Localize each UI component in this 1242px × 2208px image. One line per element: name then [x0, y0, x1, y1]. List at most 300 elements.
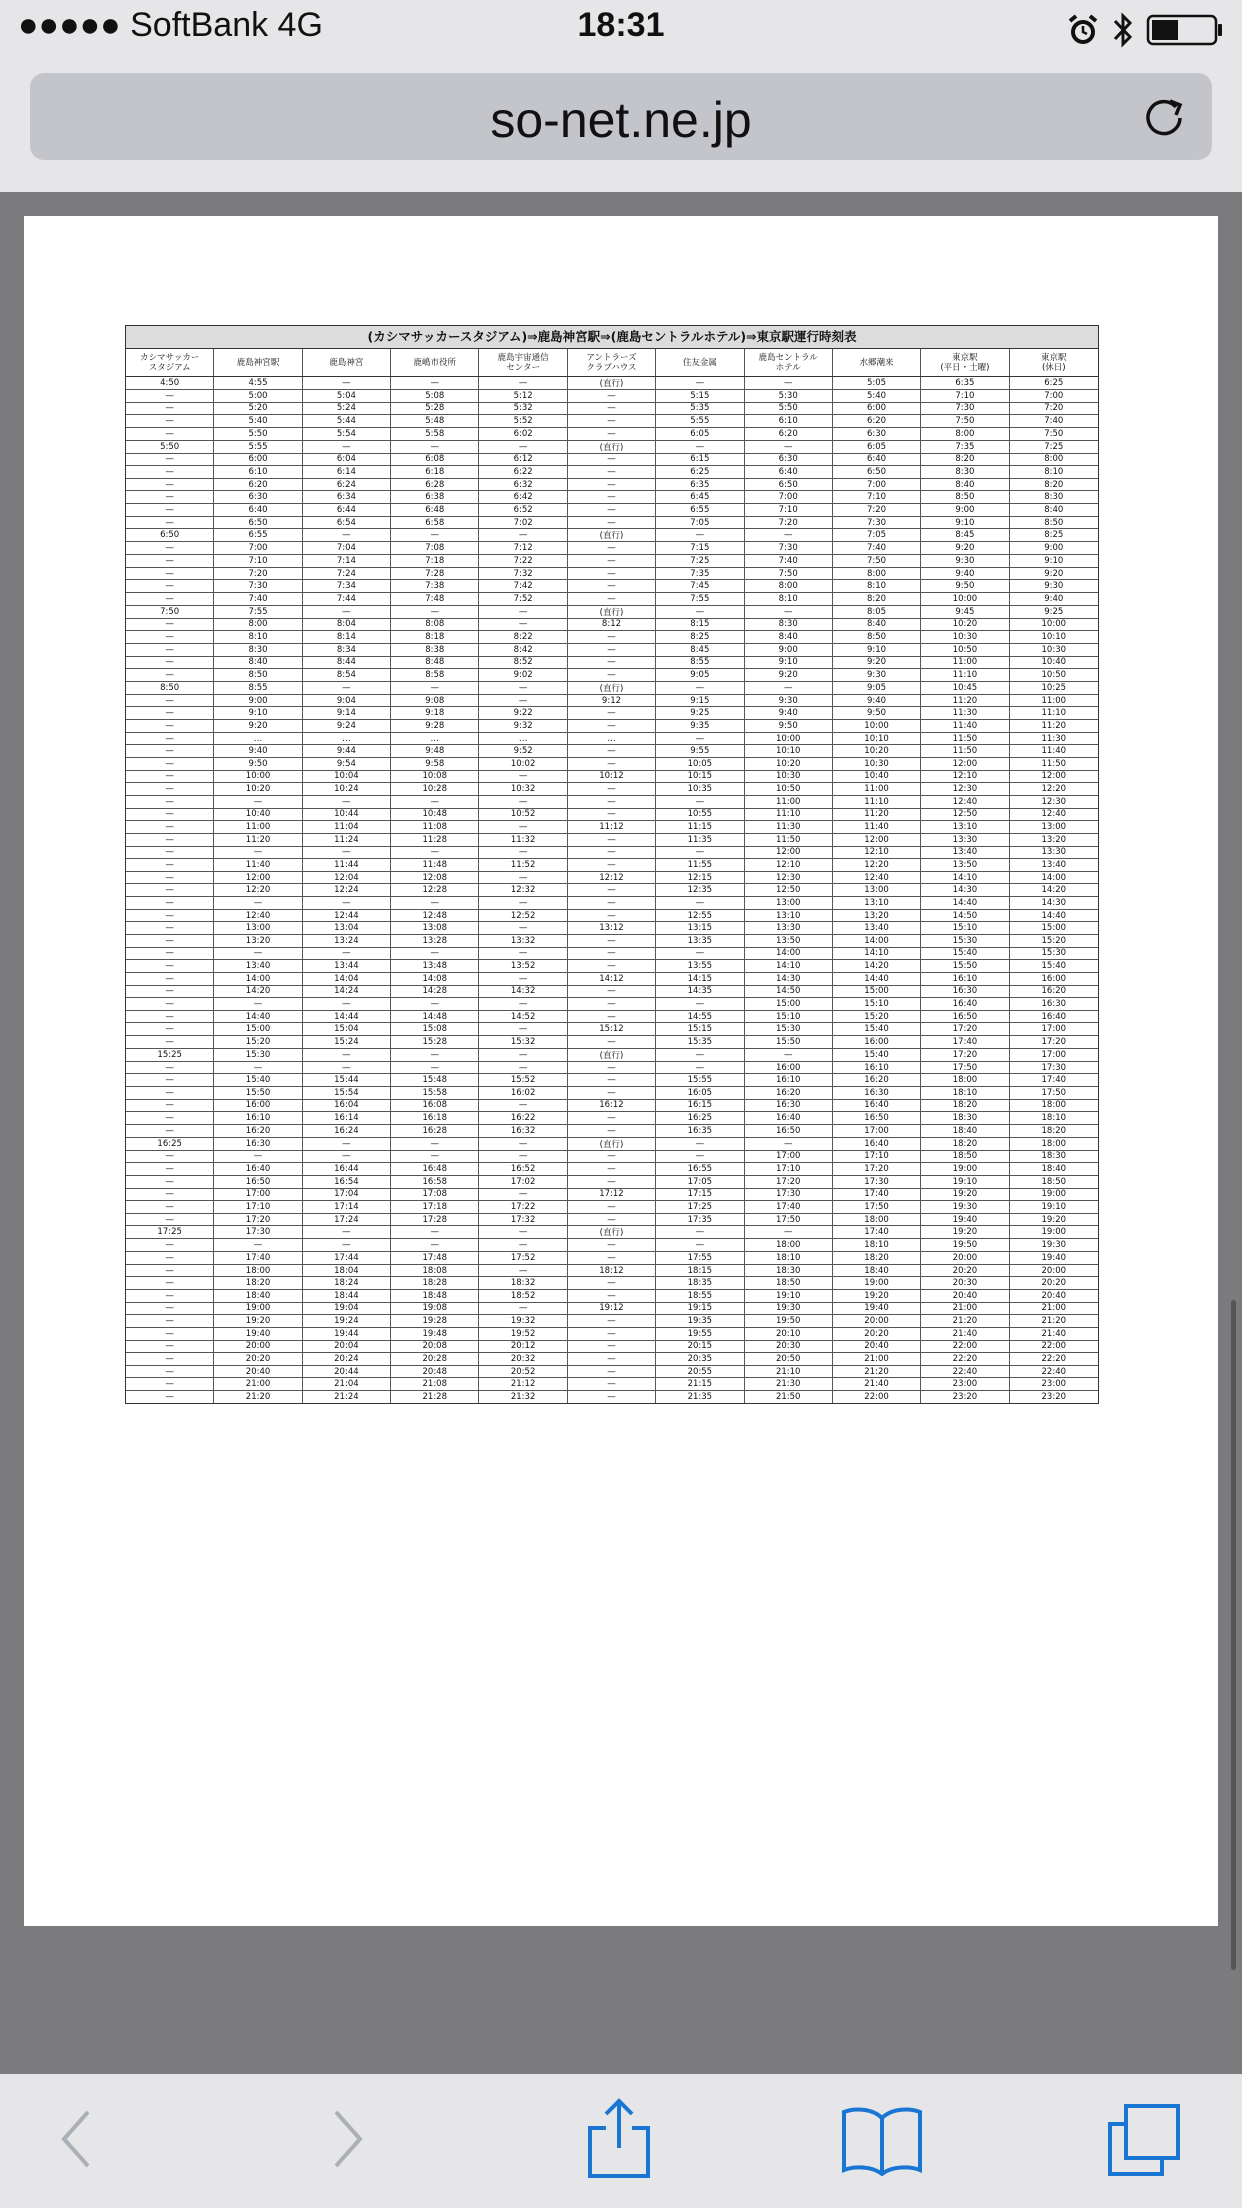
table-cell: — [126, 1391, 214, 1403]
table-cell: 18:08 [391, 1265, 479, 1277]
table-cell: 13:50 [921, 859, 1009, 871]
table-cell: 10:20 [745, 758, 833, 770]
table-cell: — [479, 1226, 567, 1238]
table-cell: 13:52 [479, 960, 567, 972]
table-cell: 14:24 [303, 986, 391, 998]
table-cell: — [656, 682, 744, 694]
table-cell: — [568, 542, 656, 554]
table-cell: 9:30 [1044, 581, 1064, 592]
table-cell: 6:22 [479, 466, 567, 478]
table-cell: 17:30 [833, 1176, 921, 1188]
table-cell: (直行) [568, 1049, 656, 1061]
table-cell: 7:40 [833, 542, 921, 554]
table-cell: — [568, 809, 656, 821]
table-cell: — [126, 454, 214, 466]
table-cell: 8:14 [303, 631, 391, 643]
table-row [126, 948, 1098, 961]
table-cell: 8:15 [656, 619, 744, 631]
table-cell: 11:48 [391, 859, 479, 871]
table-row [126, 631, 1098, 644]
table-cell: 9:10 [214, 707, 302, 719]
table-cell: 17:20 [833, 1163, 921, 1175]
table-cell: 14:35 [656, 986, 744, 998]
table-cell: 7:50 [1044, 428, 1064, 439]
scrollbar[interactable] [1231, 1300, 1236, 1970]
table-cell: 19:00 [833, 1277, 921, 1289]
table-cell: 16:22 [479, 1112, 567, 1124]
table-cell: — [303, 606, 391, 618]
table-cell: — [479, 973, 567, 985]
table-cell: — [479, 1303, 567, 1315]
table-cell: 10:12 [568, 771, 656, 783]
table-cell: 19:55 [656, 1328, 744, 1340]
table-cell: — [391, 1151, 479, 1163]
alarm-icon [1066, 13, 1100, 47]
table-cell: 6:50 [745, 479, 833, 491]
table-cell: 17:32 [479, 1214, 567, 1226]
table-cell: — [568, 986, 656, 998]
table-cell: — [568, 644, 656, 656]
table-cell: 11:50 [921, 745, 1009, 757]
table-cell: — [656, 1151, 744, 1163]
table-cell: 15:35 [656, 1036, 744, 1048]
table-cell: 15:40 [921, 948, 1009, 960]
table-cell: — [126, 657, 214, 669]
table-cell: 9:15 [656, 695, 744, 707]
table-cell: 17:00 [214, 1189, 302, 1201]
table-cell: 17:50 [745, 1214, 833, 1226]
table-cell: 19:48 [391, 1328, 479, 1340]
table-cell: — [391, 897, 479, 909]
table-cell: — [126, 758, 214, 770]
table-cell: — [126, 973, 214, 985]
table-cell: 9:30 [921, 555, 1009, 567]
table-row [126, 415, 1098, 428]
table-cell: 9:22 [479, 707, 567, 719]
table-cell: 13:20 [1041, 834, 1067, 845]
table-cell: 14:30 [921, 884, 1009, 896]
table-cell: — [303, 1239, 391, 1251]
table-cell: 5:32 [479, 403, 567, 415]
table-cell: — [126, 695, 214, 707]
table-cell: — [568, 796, 656, 808]
forward-icon[interactable] [328, 2104, 368, 2174]
table-cell: 15:40 [833, 1049, 921, 1061]
table-cell: 10:35 [656, 783, 744, 795]
table-cell: 17:00 [1041, 1049, 1067, 1060]
table-cell: — [479, 847, 567, 859]
table-cell: 16:28 [391, 1125, 479, 1137]
table-cell: 17:20 [214, 1214, 302, 1226]
table-cell: 14:00 [1041, 872, 1067, 883]
table-cell: 17:02 [479, 1176, 567, 1188]
table-cell: 5:20 [214, 403, 302, 415]
table-cell: 13:48 [391, 960, 479, 972]
table-cell: 16:52 [479, 1163, 567, 1175]
table-cell: 19:12 [568, 1303, 656, 1315]
table-row [126, 745, 1098, 758]
table-cell: 15:00 [833, 986, 921, 998]
table-cell: 10:28 [391, 783, 479, 795]
table-cell: — [656, 529, 744, 541]
table-cell: 18:10 [745, 1252, 833, 1264]
table-cell: — [656, 796, 744, 808]
table-cell: — [126, 1265, 214, 1277]
table-cell: — [568, 479, 656, 491]
table-cell: — [126, 796, 214, 808]
table-cell: 9:52 [479, 745, 567, 757]
table-cell: 15:10 [833, 998, 921, 1010]
table-cell: — [568, 403, 656, 415]
table-row [126, 479, 1098, 492]
table-cell: 7:20 [833, 504, 921, 516]
table-cell: — [126, 1328, 214, 1340]
table-row [126, 1125, 1098, 1138]
table-cell: 10:00 [921, 593, 1009, 605]
table-row [126, 669, 1098, 682]
table-cell: 9:44 [303, 745, 391, 757]
table-cell: 11:20 [214, 834, 302, 846]
table-cell: 17:30 [214, 1226, 302, 1238]
table-cell: 10:25 [1041, 682, 1067, 693]
table-cell: 18:40 [1041, 1164, 1067, 1175]
browser-address-area [0, 60, 1242, 192]
table-cell: 9:00 [921, 504, 1009, 516]
table-cell: 7:20 [745, 517, 833, 529]
table-cell: 18:44 [303, 1290, 391, 1302]
table-cell: — [568, 390, 656, 402]
reload-icon[interactable] [1140, 92, 1188, 140]
table-cell: — [214, 1239, 302, 1251]
table-cell: — [568, 745, 656, 757]
table-cell: 8:50 [833, 631, 921, 643]
table-cell: 16:20 [1041, 986, 1067, 997]
table-cell: 20:44 [303, 1366, 391, 1378]
table-cell: 17:10 [833, 1151, 921, 1163]
table-cell: — [568, 1214, 656, 1226]
address-bar[interactable] [30, 73, 1212, 160]
table-cell: 7:08 [391, 542, 479, 554]
table-cell: — [391, 998, 479, 1010]
table-cell: 16:40 [1041, 1011, 1067, 1022]
table-cell: 7:30 [921, 403, 1009, 415]
table-cell: 21:20 [921, 1315, 1009, 1327]
table-cell: 17:10 [214, 1201, 302, 1213]
table-cell: 18:40 [833, 1265, 921, 1277]
table-cell: 8:34 [303, 644, 391, 656]
table-cell: … [568, 733, 656, 745]
table-cell: — [479, 606, 567, 618]
table-cell: 6:00 [833, 403, 921, 415]
table-cell: 19:20 [921, 1189, 1009, 1201]
table-cell: 6:35 [921, 377, 1009, 389]
table-cell: 6:25 [1044, 378, 1064, 388]
table-cell: — [126, 1036, 214, 1048]
table-cell: 6:38 [391, 491, 479, 503]
table-cell: — [126, 568, 214, 580]
table-row [126, 403, 1098, 416]
table-cell: — [391, 847, 479, 859]
table-cell: 19:20 [921, 1226, 1009, 1238]
table-cell: 17:15 [656, 1189, 744, 1201]
table-cell: 5:44 [303, 415, 391, 427]
table-cell: — [745, 682, 833, 694]
table-row [126, 847, 1098, 860]
table-row [126, 872, 1098, 885]
table-cell: 21:30 [745, 1378, 833, 1390]
table-cell: — [568, 834, 656, 846]
table-cell: … [303, 733, 391, 745]
table-cell: 15:30 [921, 935, 1009, 947]
table-cell: 8:00 [1044, 454, 1064, 465]
table-cell: 14:30 [745, 973, 833, 985]
table-cell: — [126, 1315, 214, 1327]
table-cell: — [479, 821, 567, 833]
table-row [126, 542, 1098, 555]
table-row [126, 935, 1098, 948]
table-cell: 6:18 [391, 466, 479, 478]
table-cell: 18:20 [833, 1252, 921, 1264]
table-cell: 13:10 [921, 821, 1009, 833]
table-cell: 16:00 [1041, 973, 1067, 984]
table-cell: 13:00 [214, 922, 302, 934]
table-row [126, 1391, 1098, 1403]
table-cell: — [656, 1062, 744, 1074]
table-row [126, 960, 1098, 973]
table-cell: 11:35 [656, 834, 744, 846]
table-cell: 20:00 [1041, 1265, 1067, 1276]
table-cell: 10:24 [303, 783, 391, 795]
table-cell: 17:35 [656, 1214, 744, 1226]
table-cell: 6:08 [391, 454, 479, 466]
table-cell: — [568, 897, 656, 909]
back-icon[interactable] [56, 2104, 96, 2174]
table-cell: 10:08 [391, 771, 479, 783]
table-cell: — [656, 1239, 744, 1251]
table-cell: 12:24 [303, 884, 391, 896]
table-cell: 16:00 [833, 1036, 921, 1048]
table-cell: 14:40 [1041, 910, 1067, 921]
table-cell: — [126, 504, 214, 516]
table-cell: … [479, 733, 567, 745]
table-cell: 9:10 [1044, 555, 1064, 566]
table-cell: 8:30 [745, 619, 833, 631]
table-cell: 12:04 [303, 872, 391, 884]
table-cell: 6:55 [214, 529, 302, 541]
table-cell: 11:50 [921, 733, 1009, 745]
table-cell: … [214, 733, 302, 745]
table-cell: 8:25 [656, 631, 744, 643]
bookmarks-icon[interactable] [840, 2104, 924, 2176]
table-cell: — [126, 960, 214, 972]
table-cell: 18:10 [1041, 1113, 1067, 1124]
table-cell: 18:00 [745, 1239, 833, 1251]
table-cell: 20:20 [214, 1353, 302, 1365]
table-cell: 6:30 [833, 428, 921, 440]
table-cell: 18:10 [921, 1087, 1009, 1099]
table-cell: 10:30 [833, 758, 921, 770]
table-cell: 17:00 [833, 1125, 921, 1137]
table-cell: 6:24 [303, 479, 391, 491]
table-cell: 21:24 [303, 1391, 391, 1403]
table-cell: 16:50 [921, 1011, 1009, 1023]
table-cell: — [126, 809, 214, 821]
table-cell: 7:15 [656, 542, 744, 554]
table-cell: 11:10 [745, 809, 833, 821]
table-cell: 16:02 [479, 1087, 567, 1099]
tabs-icon[interactable] [1104, 2102, 1184, 2180]
table-cell: 12:48 [391, 910, 479, 922]
table-cell: — [126, 415, 214, 427]
table-cell: 20:32 [479, 1353, 567, 1365]
table-row [126, 821, 1098, 834]
table-cell: 12:00 [745, 847, 833, 859]
table-cell: 8:55 [656, 657, 744, 669]
table-cell: 7:30 [214, 580, 302, 592]
table-cell: (直行) [568, 606, 656, 618]
table-cell: 10:30 [921, 631, 1009, 643]
table-cell: — [303, 1226, 391, 1238]
table-cell: 15:40 [833, 1023, 921, 1035]
table-cell: 7:12 [479, 542, 567, 554]
table-cell: 9:45 [921, 606, 1009, 618]
table-cell: 13:10 [833, 897, 921, 909]
column-header: 鹿島セントラル ホテル [745, 349, 833, 376]
table-cell: 12:52 [479, 910, 567, 922]
table-cell: — [479, 897, 567, 909]
table-cell: — [303, 948, 391, 960]
table-row [126, 428, 1098, 441]
table-cell: 11:32 [479, 834, 567, 846]
table-cell: 6:44 [303, 504, 391, 516]
table-cell: 10:52 [479, 809, 567, 821]
share-icon[interactable] [584, 2098, 654, 2180]
table-cell: — [568, 783, 656, 795]
table-cell: 8:08 [391, 619, 479, 631]
table-cell: 21:20 [1041, 1316, 1067, 1327]
table-cell: 19:30 [1041, 1240, 1067, 1251]
table-row [126, 1100, 1098, 1113]
table-cell: 6:00 [214, 454, 302, 466]
column-header: アントラーズ クラブハウス [568, 349, 656, 376]
table-cell: — [656, 1138, 744, 1150]
table-cell: 9:50 [214, 758, 302, 770]
table-row [126, 986, 1098, 999]
table-cell: 10:50 [921, 644, 1009, 656]
table-cell: — [126, 1100, 214, 1112]
table-cell: 5:54 [303, 428, 391, 440]
table-row [126, 454, 1098, 467]
table-row [126, 619, 1098, 632]
table-cell: — [214, 1151, 302, 1163]
table-cell: — [126, 669, 214, 681]
table-cell: 21:12 [479, 1378, 567, 1390]
table-cell: — [126, 491, 214, 503]
table-cell: — [126, 986, 214, 998]
table-cell: 17:00 [1041, 1024, 1067, 1035]
table-cell: 20:00 [214, 1341, 302, 1353]
table-cell: 12:20 [833, 859, 921, 871]
table-cell: 19:00 [1041, 1227, 1067, 1238]
table-cell: 19:00 [1041, 1189, 1067, 1200]
table-cell: 13:44 [303, 960, 391, 972]
table-cell: — [126, 403, 214, 415]
table-cell: 19:30 [745, 1303, 833, 1315]
table-cell: 7:18 [391, 555, 479, 567]
table-cell: 17:30 [1041, 1062, 1067, 1073]
table-cell: 18:48 [391, 1290, 479, 1302]
table-cell: — [568, 1277, 656, 1289]
table-cell: 14:10 [833, 948, 921, 960]
table-cell: 16:44 [303, 1163, 391, 1175]
table-cell: 18:50 [921, 1151, 1009, 1163]
table-cell: 22:00 [833, 1391, 921, 1403]
table-cell: 18:12 [568, 1265, 656, 1277]
table-cell: 9:00 [745, 644, 833, 656]
table-cell: 15:50 [214, 1087, 302, 1099]
table-cell: 5:35 [656, 403, 744, 415]
table-cell: 6:02 [479, 428, 567, 440]
table-cell: 13:20 [833, 910, 921, 922]
table-cell: 19:32 [479, 1315, 567, 1327]
table-cell: 8:52 [479, 657, 567, 669]
table-cell: 10:50 [1041, 669, 1067, 680]
table-cell: 11:52 [479, 859, 567, 871]
table-cell: — [656, 377, 744, 389]
table-cell: 20:40 [833, 1341, 921, 1353]
table-cell: 7:28 [391, 568, 479, 580]
table-cell: 7:50 [833, 555, 921, 567]
table-row [126, 733, 1098, 746]
table-cell: 17:25 [656, 1201, 744, 1213]
table-cell: — [479, 771, 567, 783]
table-cell: 10:00 [1041, 619, 1067, 630]
table-cell: 7:52 [479, 593, 567, 605]
table-cell: 21:00 [921, 1303, 1009, 1315]
table-cell: — [126, 821, 214, 833]
table-cell: 11:24 [303, 834, 391, 846]
table-cell: 6:05 [656, 428, 744, 440]
table-cell: — [479, 1023, 567, 1035]
table-cell: 13:30 [921, 834, 1009, 846]
table-cell: 16:00 [745, 1062, 833, 1074]
table-cell: 20:40 [214, 1366, 302, 1378]
table-cell: 14:20 [1041, 885, 1067, 896]
table-cell: 13:32 [479, 935, 567, 947]
table-cell: — [126, 910, 214, 922]
table-cell: — [656, 606, 744, 618]
table-cell: — [214, 897, 302, 909]
table-cell: 9:40 [833, 695, 921, 707]
table-cell: 15:40 [214, 1074, 302, 1086]
table-cell: 9:00 [1044, 543, 1064, 554]
table-cell: 8:40 [214, 657, 302, 669]
table-cell: 4:55 [214, 377, 302, 389]
table-cell: — [479, 948, 567, 960]
table-cell: 13:04 [303, 922, 391, 934]
table-cell: — [126, 771, 214, 783]
table-cell: 8:45 [921, 529, 1009, 541]
table-cell: 7:24 [303, 568, 391, 580]
table-cell: 11:30 [921, 707, 1009, 719]
table-cell: 9:10 [833, 644, 921, 656]
table-cell: — [568, 1239, 656, 1251]
table-cell: (直行) [568, 377, 656, 389]
table-cell: — [126, 631, 214, 643]
table-cell: 6:20 [745, 428, 833, 440]
table-cell: — [126, 998, 214, 1010]
table-cell: 16:32 [479, 1125, 567, 1137]
